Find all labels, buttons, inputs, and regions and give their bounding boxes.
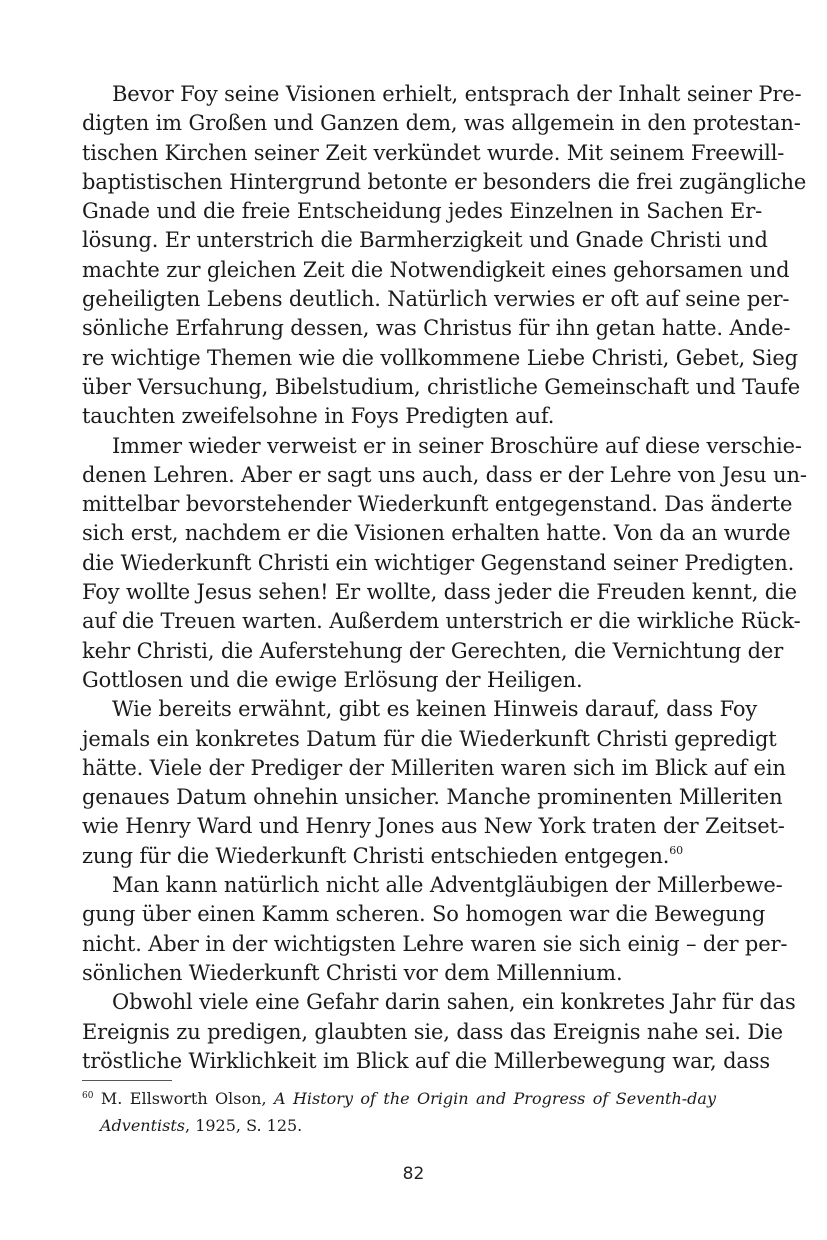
text-line [82,988,796,1017]
text-line [82,402,716,431]
text-line [82,490,793,519]
line-text: machte zur gleichen Zeit die Notwendigkeit eines gehorsamen und [82,257,790,282]
footnote-title-part-1: A History of the Origin and Progress of Seventh-day [273,1089,716,1108]
line-text: Gottlosen und die ewige Erlösung der Heiligen. [82,667,583,692]
text-line [82,80,802,109]
page-number: 82 [402,1164,425,1184]
line-text: re wichtige Themen wie die vollkommene Liebe Christi, Gebet, Sieg [82,345,798,370]
line-text: mittelbar bevorstehender Wiederkunft entgegenstand. Das änderte [82,492,793,517]
text-line [82,373,801,402]
line-text: digten im Großen und Ganzen dem, was allgemein in den protestan- [82,111,801,136]
footnote-separator [82,1080,172,1081]
line-text: tröstliche Wirklichkeit im Blick auf die Millerbewegung war, dass [82,1048,770,1073]
text-line [82,139,785,168]
text-line [82,666,716,695]
text-line [82,226,768,255]
line-text: sich erst, nachdem er die Visionen erhalten hatte. Von da an wurde [82,521,791,546]
line-text: geheiligten Lebens deutlich. Natürlich verwies er oft auf seine per- [82,287,790,312]
text-line [82,900,766,929]
footnote [82,1087,716,1137]
line-text: Immer wieder verweist er in seiner Broschüre auf diese verschie- [112,433,802,458]
paragraph [82,871,788,988]
line-text: nicht. Aber in der wichtigsten Lehre waren sie sich einig – der per- [82,931,788,956]
paragraph [82,432,807,696]
line-text: Wie bereits erwähnt, gibt es keinen Hinweis darauf, dass Foy [112,697,758,722]
line-text: gung über einen Kamm scheren. So homogen war die Bewegung [82,902,766,927]
text-line [82,285,790,314]
line-text: baptistischen Hintergrund betonte er besonders die frei zugängliche [82,169,807,194]
text-line [82,197,763,226]
footnote-title-part-2: Adventists [100,1116,186,1135]
line-text: sönliche Erfahrung dessen, was Christus für ihn getan hatte. Ande- [82,316,791,341]
body-text [82,80,807,1076]
text-line [82,168,807,197]
line-text: auf die Treuen warten. Außerdem unterstrich er die wirkliche Rück- [82,609,801,634]
text-line [82,1047,770,1076]
line-text: tauchten zweifelsohne in Foys Predigten auf. [82,404,555,429]
line-text: über Versuchung, Bibelstudium, christliche Gemeinschaft und Taufe [82,374,801,399]
text-line [82,432,802,461]
line-text: jemals ein konkretes Datum für die Wiederkunft Christi gepredigt [82,726,777,751]
line-text: die Wiederkunft Christi ein wichtiger Gegenstand seiner Predigten. [82,550,795,575]
line-text: denen Lehren. Aber er sagt uns auch, dass er der Lehre von Jesu un- [82,462,807,487]
footnote-number: 60 [82,1091,94,1101]
line-text: Gnade und die freie Entscheidung jedes Einzelnen in Sachen Er- [82,199,763,224]
text-line [82,461,807,490]
footnote-line-1 [82,1087,716,1114]
line-text: hätte. Viele der Prediger der Milleriten waren sich im Blick auf ein [82,755,786,780]
footnote-line-2 [82,1114,716,1137]
line-text: wie Henry Ward und Henry Jones aus New York traten der Zeitset- [82,814,785,839]
text-line [82,725,777,754]
line-text: Ereignis zu predigen, glaubten sie, dass das Ereignis nahe sei. Die [82,1019,783,1044]
line-text: sönlichen Wiederkunft Christi vor dem Millennium. [82,960,623,985]
text-line [82,842,716,871]
text-line [82,871,783,900]
line-text: zung für die Wiederkunft Christi entschieden entgegen. [82,843,670,868]
line-text: genaues Datum ohnehin unsicher. Manche prominenten Milleriten [82,785,783,810]
paragraph [82,80,807,432]
text-line [82,930,788,959]
text-line [82,1018,783,1047]
text-line [82,754,786,783]
text-line [82,812,785,841]
text-line [82,109,801,138]
line-text: tischen Kirchen seiner Zeit verkündet wurde. Mit seinem Freewill- [82,140,785,165]
text-line [82,314,791,343]
text-line [82,256,790,285]
paragraph [82,988,796,1076]
footnote-reference: 60 [669,843,683,857]
line-text: Foy wollte Jesus sehen! Er wollte, dass jeder die Freuden kennt, die [82,580,797,605]
text-line [82,959,716,988]
line-text: kehr Christi, die Auferstehung der Gerechten, die Vernichtung der [82,638,784,663]
text-line [82,695,758,724]
text-line [82,783,783,812]
footnote-author: M. Ellsworth Olson, [100,1089,267,1108]
text-line [82,344,798,373]
text-line [82,637,784,666]
line-text: Man kann natürlich nicht alle Adventgläubigen der Millerbewe- [112,873,783,898]
line-text: lösung. Er unterstrich die Barmherzigkeit und Gnade Christi und [82,228,768,253]
text-line [82,549,795,578]
line-text: Obwohl viele eine Gefahr darin sahen, ein konkretes Jahr für das [112,990,796,1015]
text-line [82,607,801,636]
paragraph [82,695,786,871]
text-line [82,519,791,548]
text-line [82,578,797,607]
line-text: Bevor Foy seine Visionen erhielt, entsprach der Inhalt seiner Pre- [112,82,802,106]
footnote-citation: , 1925, S. 125. [185,1116,303,1135]
